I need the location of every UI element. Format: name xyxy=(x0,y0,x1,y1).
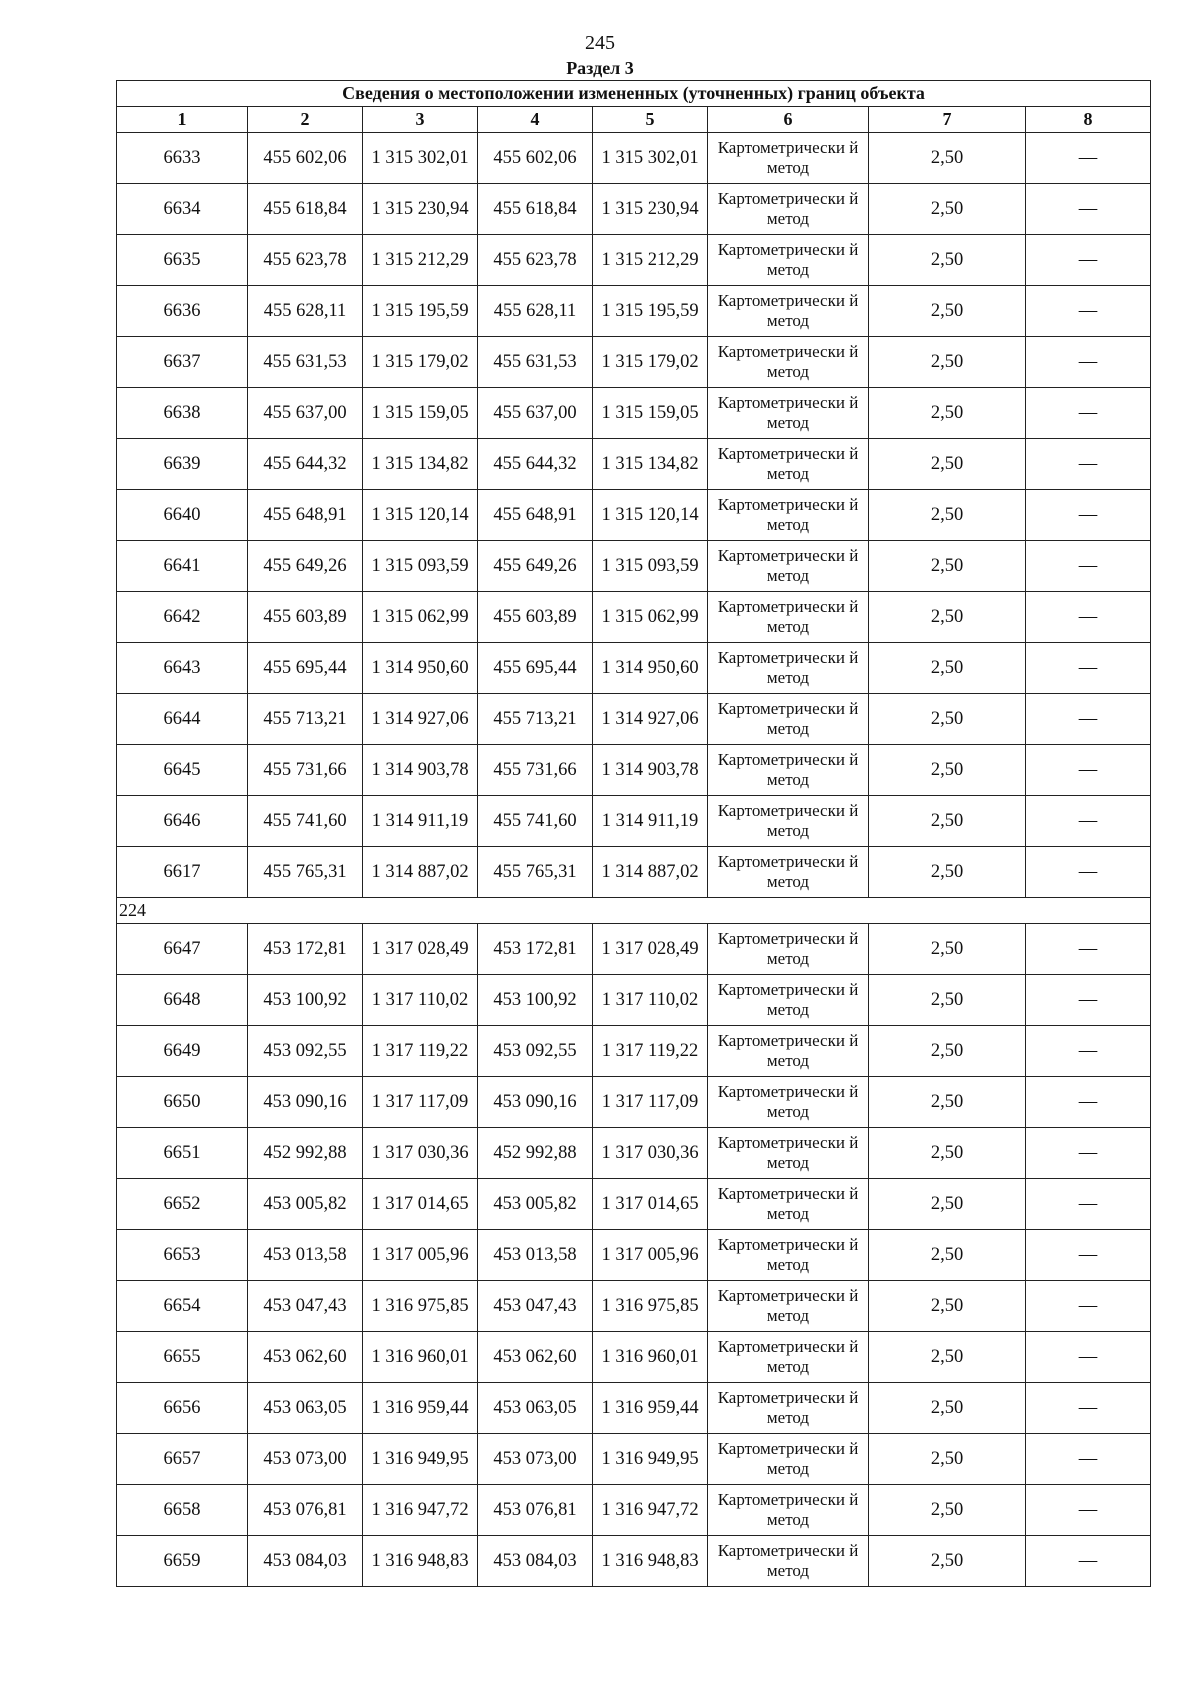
method-cell: Картометрически й метод xyxy=(708,1536,869,1587)
cell-col-7: 2,50 xyxy=(869,847,1026,898)
cell-col-7: 2,50 xyxy=(869,1332,1026,1383)
cell-col-1: 6643 xyxy=(117,643,248,694)
cell-col-4: 455 695,44 xyxy=(478,643,593,694)
cell-col-5: 1 316 949,95 xyxy=(593,1434,708,1485)
cell-col-3: 1 317 014,65 xyxy=(363,1179,478,1230)
method-cell: Картометрически й метод xyxy=(708,1077,869,1128)
cell-col-1: 6649 xyxy=(117,1026,248,1077)
table-row xyxy=(117,975,1151,1026)
cell-col-4: 455 603,89 xyxy=(478,592,593,643)
column-header-2: 2 xyxy=(248,107,363,133)
cell-col-1: 6648 xyxy=(117,975,248,1026)
boundary-coordinates-table xyxy=(116,80,1151,1587)
dash-cell: — xyxy=(1026,592,1151,643)
table-row xyxy=(117,1434,1151,1485)
cell-col-1: 6636 xyxy=(117,286,248,337)
cell-col-5: 1 314 903,78 xyxy=(593,745,708,796)
cell-col-3: 1 314 887,02 xyxy=(363,847,478,898)
cell-col-1: 6633 xyxy=(117,133,248,184)
cell-col-7: 2,50 xyxy=(869,643,1026,694)
cell-col-3: 1 317 119,22 xyxy=(363,1026,478,1077)
dash-cell: — xyxy=(1026,286,1151,337)
method-cell: Картометрически й метод xyxy=(708,847,869,898)
cell-col-3: 1 315 159,05 xyxy=(363,388,478,439)
cell-col-3: 1 317 030,36 xyxy=(363,1128,478,1179)
cell-col-5: 1 316 948,83 xyxy=(593,1536,708,1587)
table-caption: Сведения о местоположении измененных (уточненных) границ объекта xyxy=(117,81,1151,107)
column-header-6: 6 xyxy=(708,107,869,133)
cell-col-5: 1 314 911,19 xyxy=(593,796,708,847)
column-header-4: 4 xyxy=(478,107,593,133)
table-row xyxy=(117,490,1151,541)
column-header-1: 1 xyxy=(117,107,248,133)
method-cell: Картометрически й метод xyxy=(708,388,869,439)
method-cell: Картометрически й метод xyxy=(708,1434,869,1485)
cell-col-4: 453 172,81 xyxy=(478,924,593,975)
cell-col-1: 6646 xyxy=(117,796,248,847)
cell-col-4: 455 644,32 xyxy=(478,439,593,490)
cell-col-1: 6654 xyxy=(117,1281,248,1332)
table-row xyxy=(117,745,1151,796)
cell-col-5: 1 314 950,60 xyxy=(593,643,708,694)
dash-cell: — xyxy=(1026,1179,1151,1230)
dash-cell: — xyxy=(1026,388,1151,439)
cell-col-7: 2,50 xyxy=(869,1536,1026,1587)
cell-col-7: 2,50 xyxy=(869,1128,1026,1179)
column-header-8: 8 xyxy=(1026,107,1151,133)
cell-col-2: 453 063,05 xyxy=(248,1383,363,1434)
cell-col-1: 6657 xyxy=(117,1434,248,1485)
table-row xyxy=(117,1077,1151,1128)
cell-col-4: 453 076,81 xyxy=(478,1485,593,1536)
method-cell: Картометрически й метод xyxy=(708,1485,869,1536)
cell-col-1: 6658 xyxy=(117,1485,248,1536)
cell-col-4: 455 731,66 xyxy=(478,745,593,796)
cell-col-5: 1 316 947,72 xyxy=(593,1485,708,1536)
cell-col-3: 1 317 110,02 xyxy=(363,975,478,1026)
method-cell: Картометрически й метод xyxy=(708,694,869,745)
table-row xyxy=(117,1281,1151,1332)
cell-col-4: 453 047,43 xyxy=(478,1281,593,1332)
dash-cell: — xyxy=(1026,796,1151,847)
cell-col-1: 6639 xyxy=(117,439,248,490)
cell-col-5: 1 315 302,01 xyxy=(593,133,708,184)
table-row xyxy=(117,184,1151,235)
method-cell: Картометрически й метод xyxy=(708,796,869,847)
cell-col-3: 1 314 911,19 xyxy=(363,796,478,847)
cell-col-4: 453 100,92 xyxy=(478,975,593,1026)
cell-col-4: 455 631,53 xyxy=(478,337,593,388)
cell-col-2: 455 623,78 xyxy=(248,235,363,286)
cell-col-2: 453 013,58 xyxy=(248,1230,363,1281)
cell-col-1: 6637 xyxy=(117,337,248,388)
method-cell: Картометрически й метод xyxy=(708,439,869,490)
method-cell: Картометрически й метод xyxy=(708,1230,869,1281)
method-cell: Картометрически й метод xyxy=(708,1281,869,1332)
method-cell: Картометрически й метод xyxy=(708,1179,869,1230)
cell-col-7: 2,50 xyxy=(869,1485,1026,1536)
cell-col-2: 453 092,55 xyxy=(248,1026,363,1077)
method-cell: Картометрически й метод xyxy=(708,541,869,592)
table-row xyxy=(117,235,1151,286)
cell-col-3: 1 315 230,94 xyxy=(363,184,478,235)
dash-cell: — xyxy=(1026,1026,1151,1077)
cell-col-2: 452 992,88 xyxy=(248,1128,363,1179)
method-cell: Картометрически й метод xyxy=(708,1332,869,1383)
cell-col-3: 1 315 062,99 xyxy=(363,592,478,643)
table-row xyxy=(117,847,1151,898)
cell-col-1: 6650 xyxy=(117,1077,248,1128)
cell-col-3: 1 316 959,44 xyxy=(363,1383,478,1434)
method-cell: Картометрически й метод xyxy=(708,924,869,975)
cell-col-5: 1 317 110,02 xyxy=(593,975,708,1026)
cell-col-7: 2,50 xyxy=(869,796,1026,847)
cell-col-4: 452 992,88 xyxy=(478,1128,593,1179)
cell-col-3: 1 316 947,72 xyxy=(363,1485,478,1536)
cell-col-5: 1 316 975,85 xyxy=(593,1281,708,1332)
cell-col-2: 453 084,03 xyxy=(248,1536,363,1587)
cell-col-1: 6644 xyxy=(117,694,248,745)
dash-cell: — xyxy=(1026,847,1151,898)
cell-col-1: 6645 xyxy=(117,745,248,796)
method-cell: Картометрически й метод xyxy=(708,286,869,337)
cell-col-7: 2,50 xyxy=(869,184,1026,235)
method-cell: Картометрически й метод xyxy=(708,1383,869,1434)
column-header-5: 5 xyxy=(593,107,708,133)
method-cell: Картометрически й метод xyxy=(708,1026,869,1077)
cell-col-2: 455 603,89 xyxy=(248,592,363,643)
cell-col-1: 6634 xyxy=(117,184,248,235)
cell-col-5: 1 315 134,82 xyxy=(593,439,708,490)
cell-col-5: 1 316 959,44 xyxy=(593,1383,708,1434)
cell-col-5: 1 315 179,02 xyxy=(593,337,708,388)
cell-col-3: 1 315 120,14 xyxy=(363,490,478,541)
table-row xyxy=(117,1179,1151,1230)
table-row xyxy=(117,643,1151,694)
dash-cell: — xyxy=(1026,1128,1151,1179)
method-cell: Картометрически й метод xyxy=(708,975,869,1026)
method-cell: Картометрически й метод xyxy=(708,235,869,286)
cell-col-3: 1 315 195,59 xyxy=(363,286,478,337)
method-cell: Картометрически й метод xyxy=(708,643,869,694)
cell-col-3: 1 314 950,60 xyxy=(363,643,478,694)
cell-col-4: 453 073,00 xyxy=(478,1434,593,1485)
cell-col-3: 1 317 005,96 xyxy=(363,1230,478,1281)
cell-col-1: 6617 xyxy=(117,847,248,898)
cell-col-3: 1 314 903,78 xyxy=(363,745,478,796)
cell-col-3: 1 315 179,02 xyxy=(363,337,478,388)
dash-cell: — xyxy=(1026,1434,1151,1485)
cell-col-7: 2,50 xyxy=(869,924,1026,975)
cell-col-5: 1 317 030,36 xyxy=(593,1128,708,1179)
cell-col-3: 1 316 949,95 xyxy=(363,1434,478,1485)
cell-col-7: 2,50 xyxy=(869,1281,1026,1332)
dash-cell: — xyxy=(1026,541,1151,592)
table-row xyxy=(117,592,1151,643)
cell-col-5: 1 314 927,06 xyxy=(593,694,708,745)
table-row xyxy=(117,1485,1151,1536)
cell-col-5: 1 315 120,14 xyxy=(593,490,708,541)
cell-col-4: 453 063,05 xyxy=(478,1383,593,1434)
cell-col-4: 455 741,60 xyxy=(478,796,593,847)
cell-col-1: 6655 xyxy=(117,1332,248,1383)
dash-cell: — xyxy=(1026,1383,1151,1434)
method-cell: Картометрически й метод xyxy=(708,133,869,184)
section-title: Раздел 3 xyxy=(566,58,634,78)
dash-cell: — xyxy=(1026,1077,1151,1128)
cell-col-7: 2,50 xyxy=(869,1026,1026,1077)
dash-cell: — xyxy=(1026,1536,1151,1587)
cell-col-7: 2,50 xyxy=(869,1383,1026,1434)
cell-col-7: 2,50 xyxy=(869,1179,1026,1230)
cell-col-4: 453 084,03 xyxy=(478,1536,593,1587)
cell-col-4: 453 013,58 xyxy=(478,1230,593,1281)
method-cell: Картометрически й метод xyxy=(708,1128,869,1179)
cell-col-7: 2,50 xyxy=(869,1230,1026,1281)
cell-col-1: 6652 xyxy=(117,1179,248,1230)
cell-col-2: 455 741,60 xyxy=(248,796,363,847)
table-row xyxy=(117,1536,1151,1587)
method-cell: Картометрически й метод xyxy=(708,490,869,541)
cell-col-7: 2,50 xyxy=(869,541,1026,592)
cell-col-3: 1 317 028,49 xyxy=(363,924,478,975)
dash-cell: — xyxy=(1026,1485,1151,1536)
dash-cell: — xyxy=(1026,643,1151,694)
cell-col-5: 1 317 117,09 xyxy=(593,1077,708,1128)
cell-col-4: 455 713,21 xyxy=(478,694,593,745)
column-header-7: 7 xyxy=(869,107,1026,133)
cell-col-5: 1 314 887,02 xyxy=(593,847,708,898)
dash-cell: — xyxy=(1026,133,1151,184)
cell-col-2: 455 695,44 xyxy=(248,643,363,694)
cell-col-2: 455 644,32 xyxy=(248,439,363,490)
method-cell: Картометрически й метод xyxy=(708,745,869,796)
table-row xyxy=(117,439,1151,490)
cell-col-1: 6635 xyxy=(117,235,248,286)
cell-col-4: 455 618,84 xyxy=(478,184,593,235)
cell-col-7: 2,50 xyxy=(869,235,1026,286)
group-label: 224 xyxy=(117,898,1151,924)
dash-cell: — xyxy=(1026,439,1151,490)
cell-col-2: 455 765,31 xyxy=(248,847,363,898)
cell-col-5: 1 317 028,49 xyxy=(593,924,708,975)
cell-col-3: 1 315 134,82 xyxy=(363,439,478,490)
dash-cell: — xyxy=(1026,975,1151,1026)
cell-col-4: 455 602,06 xyxy=(478,133,593,184)
cell-col-2: 455 713,21 xyxy=(248,694,363,745)
cell-col-4: 453 092,55 xyxy=(478,1026,593,1077)
cell-col-1: 6641 xyxy=(117,541,248,592)
cell-col-5: 1 315 195,59 xyxy=(593,286,708,337)
table-body xyxy=(117,133,1151,1587)
group-label-row xyxy=(117,898,1151,924)
cell-col-1: 6656 xyxy=(117,1383,248,1434)
cell-col-2: 455 628,11 xyxy=(248,286,363,337)
cell-col-7: 2,50 xyxy=(869,439,1026,490)
table-row xyxy=(117,388,1151,439)
cell-col-5: 1 315 212,29 xyxy=(593,235,708,286)
cell-col-7: 2,50 xyxy=(869,388,1026,439)
cell-col-1: 6647 xyxy=(117,924,248,975)
cell-col-5: 1 316 960,01 xyxy=(593,1332,708,1383)
cell-col-2: 455 631,53 xyxy=(248,337,363,388)
method-cell: Картометрически й метод xyxy=(708,592,869,643)
table-row xyxy=(117,286,1151,337)
cell-col-1: 6640 xyxy=(117,490,248,541)
cell-col-7: 2,50 xyxy=(869,490,1026,541)
table-row xyxy=(117,337,1151,388)
cell-col-2: 455 649,26 xyxy=(248,541,363,592)
dash-cell: — xyxy=(1026,337,1151,388)
cell-col-1: 6651 xyxy=(117,1128,248,1179)
cell-col-5: 1 315 062,99 xyxy=(593,592,708,643)
cell-col-2: 453 076,81 xyxy=(248,1485,363,1536)
cell-col-5: 1 315 093,59 xyxy=(593,541,708,592)
dash-cell: — xyxy=(1026,1281,1151,1332)
dash-cell: — xyxy=(1026,694,1151,745)
cell-col-4: 455 765,31 xyxy=(478,847,593,898)
table-row xyxy=(117,541,1151,592)
table-row xyxy=(117,1026,1151,1077)
table-row xyxy=(117,924,1151,975)
cell-col-3: 1 316 975,85 xyxy=(363,1281,478,1332)
dash-cell: — xyxy=(1026,745,1151,796)
column-header-3: 3 xyxy=(363,107,478,133)
cell-col-7: 2,50 xyxy=(869,286,1026,337)
cell-col-7: 2,50 xyxy=(869,975,1026,1026)
cell-col-1: 6638 xyxy=(117,388,248,439)
dash-cell: — xyxy=(1026,184,1151,235)
table-row xyxy=(117,1383,1151,1434)
page-number: 245 xyxy=(585,32,615,54)
cell-col-4: 453 005,82 xyxy=(478,1179,593,1230)
dash-cell: — xyxy=(1026,924,1151,975)
cell-col-3: 1 315 302,01 xyxy=(363,133,478,184)
cell-col-3: 1 315 093,59 xyxy=(363,541,478,592)
cell-col-2: 453 047,43 xyxy=(248,1281,363,1332)
cell-col-5: 1 317 014,65 xyxy=(593,1179,708,1230)
table-row xyxy=(117,694,1151,745)
cell-col-4: 453 062,60 xyxy=(478,1332,593,1383)
table-row xyxy=(117,133,1151,184)
table-row xyxy=(117,1230,1151,1281)
dash-cell: — xyxy=(1026,1230,1151,1281)
cell-col-1: 6653 xyxy=(117,1230,248,1281)
cell-col-3: 1 316 948,83 xyxy=(363,1536,478,1587)
cell-col-7: 2,50 xyxy=(869,337,1026,388)
cell-col-5: 1 315 230,94 xyxy=(593,184,708,235)
cell-col-7: 2,50 xyxy=(869,694,1026,745)
cell-col-7: 2,50 xyxy=(869,133,1026,184)
cell-col-5: 1 317 119,22 xyxy=(593,1026,708,1077)
cell-col-5: 1 317 005,96 xyxy=(593,1230,708,1281)
cell-col-7: 2,50 xyxy=(869,1434,1026,1485)
cell-col-2: 453 172,81 xyxy=(248,924,363,975)
cell-col-7: 2,50 xyxy=(869,745,1026,796)
cell-col-2: 455 637,00 xyxy=(248,388,363,439)
cell-col-3: 1 317 117,09 xyxy=(363,1077,478,1128)
cell-col-1: 6642 xyxy=(117,592,248,643)
cell-col-7: 2,50 xyxy=(869,1077,1026,1128)
cell-col-4: 453 090,16 xyxy=(478,1077,593,1128)
cell-col-2: 455 602,06 xyxy=(248,133,363,184)
cell-col-2: 453 062,60 xyxy=(248,1332,363,1383)
dash-cell: — xyxy=(1026,1332,1151,1383)
cell-col-4: 455 623,78 xyxy=(478,235,593,286)
table-row xyxy=(117,796,1151,847)
cell-col-3: 1 315 212,29 xyxy=(363,235,478,286)
method-cell: Картометрически й метод xyxy=(708,184,869,235)
cell-col-2: 453 005,82 xyxy=(248,1179,363,1230)
cell-col-2: 455 618,84 xyxy=(248,184,363,235)
cell-col-7: 2,50 xyxy=(869,592,1026,643)
cell-col-2: 453 100,92 xyxy=(248,975,363,1026)
table-row xyxy=(117,1332,1151,1383)
cell-col-1: 6659 xyxy=(117,1536,248,1587)
cell-col-4: 455 649,26 xyxy=(478,541,593,592)
table-row xyxy=(117,1128,1151,1179)
cell-col-2: 453 090,16 xyxy=(248,1077,363,1128)
column-header-row xyxy=(117,107,1151,133)
cell-col-5: 1 315 159,05 xyxy=(593,388,708,439)
cell-col-3: 1 316 960,01 xyxy=(363,1332,478,1383)
cell-col-4: 455 648,91 xyxy=(478,490,593,541)
cell-col-2: 453 073,00 xyxy=(248,1434,363,1485)
cell-col-4: 455 628,11 xyxy=(478,286,593,337)
cell-col-4: 455 637,00 xyxy=(478,388,593,439)
cell-col-2: 455 731,66 xyxy=(248,745,363,796)
method-cell: Картометрически й метод xyxy=(708,337,869,388)
cell-col-2: 455 648,91 xyxy=(248,490,363,541)
dash-cell: — xyxy=(1026,235,1151,286)
cell-col-3: 1 314 927,06 xyxy=(363,694,478,745)
dash-cell: — xyxy=(1026,490,1151,541)
